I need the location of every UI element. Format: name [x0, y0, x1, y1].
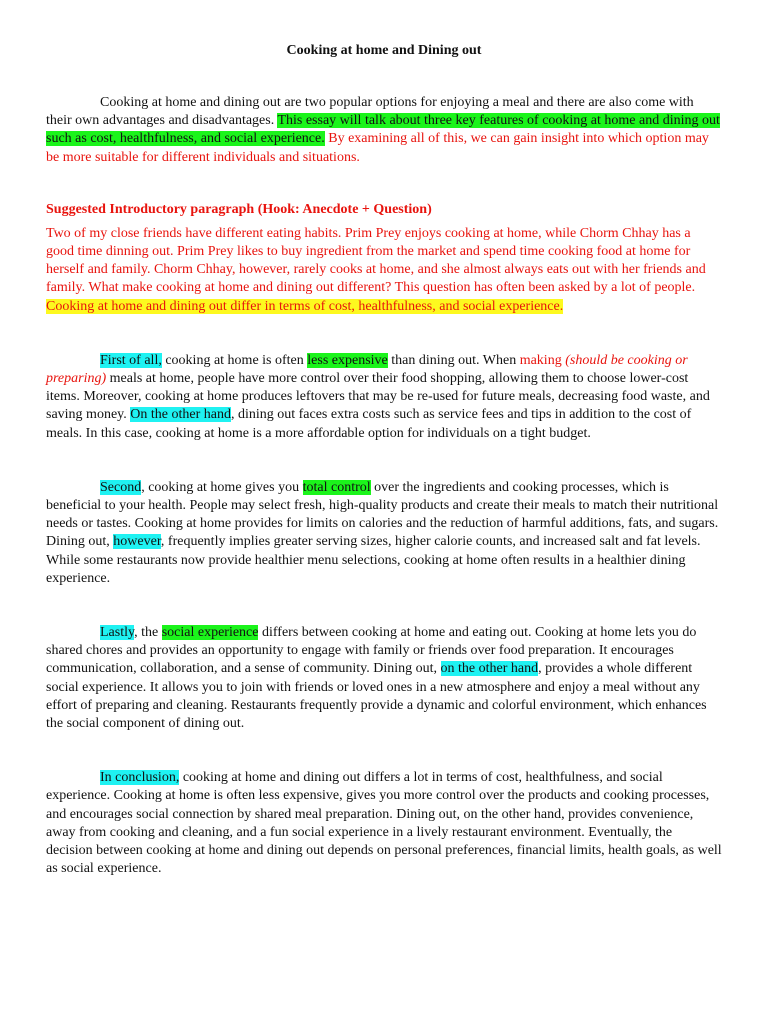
document-page [46, 42, 722, 879]
intro-sentence-3: By examining all of this, we can gain insight into which option may be more suitable for different individuals and situations. [46, 131, 709, 165]
keyword-total-control: total control [302, 479, 371, 495]
p1-text-b: than dining out. When [387, 352, 520, 368]
intro-thesis-highlight: This essay will talk about three key features of cooking at home and dining out such as cost, healthfulness, and social experience. [46, 113, 720, 147]
p3-text-a: , the [134, 625, 162, 641]
keyword-less-expensive: less expensive [307, 352, 388, 368]
correction-making: making [519, 352, 566, 368]
body-paragraph-health [46, 479, 722, 588]
transition-second: Second [100, 479, 142, 495]
suggested-thesis-highlight: Cooking at home and dining out differ in terms of cost, healthfulness, and social experience. [46, 298, 564, 314]
p4-text: cooking at home and dining out differs a lot in terms of cost, healthfulness, and social experience. Cooking at home is often less expensive, gives you more control over the products and cooking processes, and encourages social connection by shared meal preparation. Dining out, on the other hand, provides convenience, away from cooking and cleaning, and a fun social experience in a lively restaurant environment. Eventually, the decision between cooking at home and dining out depends on personal preferences, financial limits, health goals, as well as social experience. [46, 770, 722, 877]
suggested-heading: Suggested Introductory paragraph (Hook: Anecdote + Question) [46, 201, 432, 217]
p1-text-c: meals at home, people have more control over their food shopping, allowing them to choose lower-cost items. Moreover, cooking at home produces leftovers that may be re-used for future meals, decreasing food waste, and saving money. [46, 371, 710, 423]
suggested-text: Two of my close friends have different eating habits. Prim Prey enjoys cooking at home, while Chorm Chhay has a good time dinning out. Prim Prey likes to buy ingredient from the market and spend time cooking food at home for herself and family. Chorm Chhay, however, rarely cooks at home, and she almost always eats out with her friends and family. What make cooking at home and dining out different? This question has often been asked by a lot of people. [46, 225, 706, 296]
transition-however: however [113, 534, 161, 550]
document-title: Cooking at home and Dining out [286, 43, 482, 58]
correction-note: (should be cooking or preparing) [46, 352, 688, 387]
transition-on-the-other-hand-2: on the other hand [440, 661, 539, 677]
p3-text-c: , provides a whole different social experience. It allows you to join with friends or loved ones in a new atmosphere and enjoy a meal without any effort of preparing and cleaning. Restaurants frequently provide a dynamic and colorful environment, which enhances the social component of dining out. [46, 661, 707, 732]
transition-first-of-all: First of all, [100, 352, 162, 368]
body-paragraph-cost [46, 352, 722, 443]
p1-text-a: cooking at home is often [161, 352, 308, 368]
conclusion-paragraph [46, 769, 722, 878]
p2-text-a: , cooking at home gives you [141, 479, 303, 495]
p1-text-d: , dining out faces extra costs such as service fees and tips in addition to the cost of meals. In this case, cooking at home is a more affordable option for individuals on a tight budget. [46, 407, 692, 441]
transition-lastly: Lastly [100, 625, 135, 641]
p2-text-c: , frequently implies greater serving sizes, higher calorie counts, and increased salt and fat levels. While some restaurants now provide healthier menu selections, cooking at home often results in a healthier dining experience. [46, 534, 701, 586]
suggested-paragraph [46, 225, 722, 316]
p3-text-b: differs between cooking at home and eating out. Cooking at home lets you do shared chores and provides an opportunity to engage with family or friends over food preparation. It encourages communication, collaboration, and a sense of community. Dining out, [46, 625, 697, 677]
body-paragraph-social [46, 624, 722, 733]
p2-text-b: over the ingredients and cooking processes, which is beneficial to your health. People may select fresh, high-quality products and create their meals to match their nutritional needs or tastes. Cooking at home provides for limits on calories and the reduction of harmful additions, fats, and sugars. Dining out, [46, 479, 719, 550]
transition-in-conclusion: In conclusion, [100, 770, 180, 786]
intro-sentence-1: Cooking at home and dining out are two popular options for enjoying a meal and there are also come with their own advantages and disadvantages. [46, 95, 694, 129]
transition-on-the-other-hand: On the other hand [130, 407, 231, 423]
keyword-social-experience: social experience [161, 625, 259, 641]
intro-paragraph [46, 94, 722, 167]
